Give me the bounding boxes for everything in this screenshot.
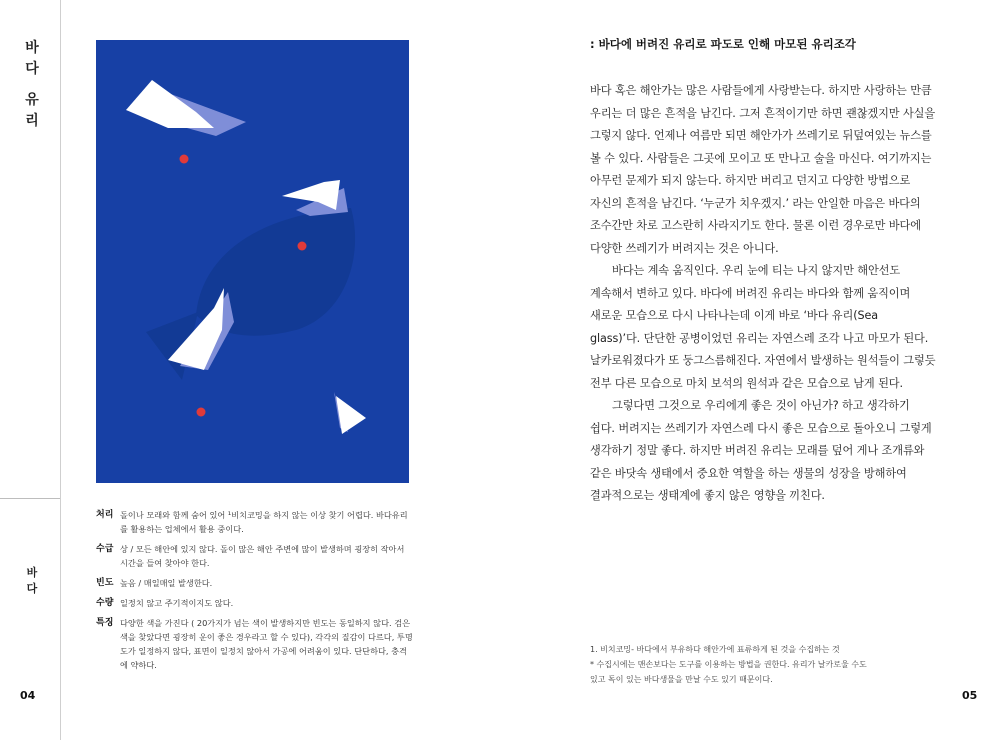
spec-label: 수량 (96, 598, 114, 608)
article-line: 볼 수 있다. 사람들은 그곳에 모이고 또 만나고 술을 마신다. 여기까지는 (590, 151, 932, 165)
red-dot-icon (197, 408, 206, 417)
spec-row (96, 542, 414, 570)
spec-label: 수급 (96, 544, 114, 554)
spec-row (96, 616, 414, 672)
spec-row (96, 576, 414, 590)
footnotes (590, 642, 962, 687)
spec-row (96, 596, 414, 610)
spec-label: 처리 (96, 510, 114, 520)
footnote-line: 있고 독이 있는 바다생물을 만날 수도 있기 때문이다. (590, 675, 773, 684)
article-line: 자신의 흔적을 남긴다. ‘누군가 치우겠지.’ 라는 안일한 마음은 바다의 (590, 196, 921, 210)
sidebar-section-divider (0, 498, 60, 499)
article-line: 바다는 계속 움직인다. 우리 눈에 티는 나지 않지만 해안선도 (612, 264, 901, 277)
illustration-canvas (96, 40, 409, 483)
sea-glass-illustration (96, 40, 409, 483)
article-line: 날카로워졌다가 또 둥그스름해진다. 자연에서 발생하는 원석들이 그렇듯 (590, 354, 936, 367)
sidebar-divider (60, 0, 61, 740)
article-heading: : 바다에 버려진 유리로 파도로 인해 마모된 유리조각 (590, 37, 856, 51)
sea-glass-shard-icon (336, 396, 366, 434)
spec-text: 다양한 색을 가진다 ( 20가지가 넘는 색이 발생하지만 빈도는 동일하지 않다. 검은색을 찾았다면 굉장히 운이 좋은 경우라고 할 수 있다), 각각의 질감이 다르다, 투명도가 일정하지 않다, 표면이 일정치 않아서 가공에 어려움이 있다. 단단하다, 충격에 약하다. (120, 618, 413, 670)
article-line: 계속해서 변하고 있다. 바다에 버려진 유리는 바다와 함께 움직이며 (590, 286, 911, 300)
sidebar-title-char: 다 (25, 61, 39, 77)
spec-text: 상 / 모든 해안에 있지 않다. 돌이 많은 해안 주변에 많이 발생하며 굉장히 작아서 시간을 들여 찾아야 한다. (120, 544, 405, 568)
spec-text: 돌이나 모래와 함께 숨어 있어 ¹비치코밍을 하지 않는 이상 찾기 어렵다. 바다유리를 활용하는 업체에서 활용 중이다. (120, 510, 408, 534)
sidebar-title-char: 유 (25, 92, 39, 108)
article-line: 전부 다른 모습으로 마치 보석의 원석과 같은 모습으로 남게 된다. (590, 376, 903, 390)
article-line: 우리는 더 많은 흔적을 남긴다. 그저 흔적이기만 하면 괜찮겠지만 사실을 (590, 106, 936, 120)
article-line: 새로운 모습으로 다시 나타나는데 이게 바로 ‘바다 유리(Sea (590, 309, 879, 322)
sidebar-title-char: 리 (25, 113, 39, 129)
red-dot-icon (180, 155, 189, 164)
sidebar-title-char: 바 (25, 40, 39, 56)
red-dot-icon (298, 242, 307, 251)
article-line: 바다 혹은 해안가는 많은 사람들에게 사랑받는다. 하지만 사랑하는 만큼 (590, 84, 932, 97)
spec-label: 빈도 (96, 578, 114, 588)
page-number-left: 04 (20, 689, 36, 702)
article-line: 결과적으로는 생태계에 좋지 않은 영향을 끼친다. (590, 489, 825, 502)
article-line: 같은 바닷속 생태에서 중요한 역할을 하는 생물의 성장을 방해하여 (590, 466, 907, 480)
article-line: 쉽다. 버려지는 쓰레기가 자연스레 다시 좋은 모습으로 돌아오니 그렇게 (590, 421, 932, 435)
sea-glass-shard-icon (126, 80, 214, 128)
sidebar-subtitle-char: 다 (26, 582, 38, 595)
spec-list (96, 508, 414, 678)
footnote-line: 1. 비치코밍- 바다에서 부유하다 해안가에 표류하게 된 것을 수집하는 것 (590, 645, 840, 654)
article-line: 그렇다면 그것으로 우리에게 좋은 것이 아닌가? 하고 생각하기 (612, 399, 910, 412)
article-line: 아무런 문제가 되지 않는다. 하지만 버리고 던지고 다양한 방법으로 (590, 174, 911, 187)
spec-text: 일정치 않고 주기적이지도 않다. (120, 598, 234, 608)
article-line: 생각하기 정말 좋다. 하지만 버려진 유리는 모래를 덮어 게나 조개류와 (590, 444, 925, 457)
sidebar-subtitle-char: 바 (26, 566, 38, 579)
article-line: glass)’다. 단단한 공병이었던 유리는 자연스레 조각 나고 마모가 된다. (590, 331, 929, 345)
spec-label: 특징 (96, 618, 114, 628)
spec-row (96, 508, 414, 536)
article-line: 다양한 쓰레기가 버려지는 것은 아니다. (590, 241, 779, 255)
sidebar-subtitle (20, 565, 44, 597)
footnote-line: * 수집시에는 맨손보다는 도구를 이용하는 방법을 권한다. 유리가 날카로울 수도 (590, 660, 867, 669)
article-line: 그렇지 않다. 언제나 여름만 되면 해안가가 쓰레기로 뒤덮여있는 뉴스를 (590, 129, 932, 142)
article-body (590, 80, 962, 508)
page-number-right: 05 (962, 689, 978, 702)
sidebar-title (20, 38, 44, 132)
spec-text: 높음 / 매일매일 발생한다. (120, 578, 213, 588)
article-line: 조수간만 차로 고스란히 사라지기도 한다. 물론 이런 경우로만 바다에 (590, 219, 921, 232)
